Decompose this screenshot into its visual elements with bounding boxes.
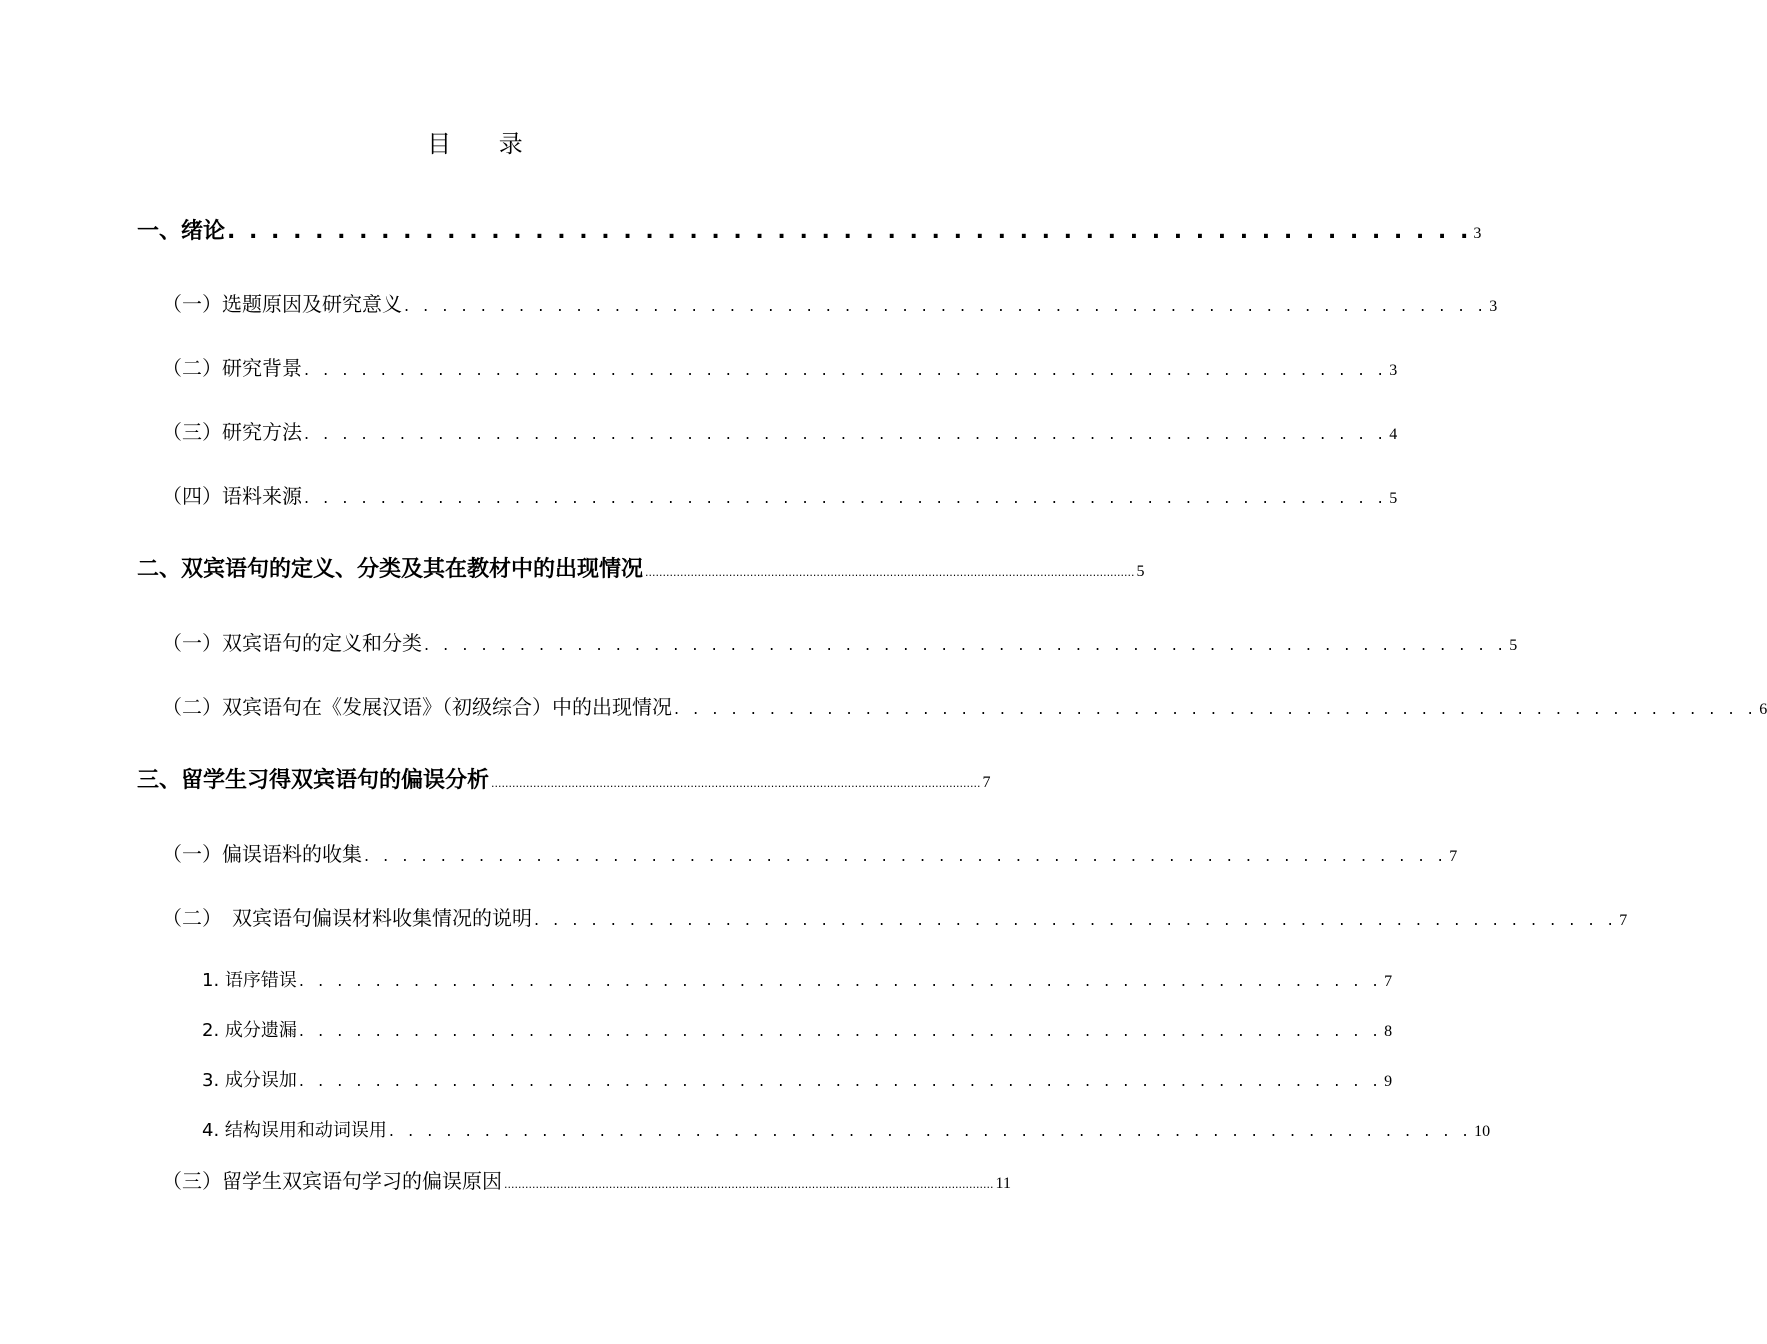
dot-leader: . . . . . . . . . . . . . . . . . . . . . . . . . . . . . . . . . . . . . . . . . . . . . . . . . . . . . . . . . — [404, 296, 1488, 315]
toc-entry[interactable] — [137, 552, 1145, 583]
toc-entry[interactable] — [162, 627, 1518, 656]
toc-entry-label: 一、绪论 — [137, 219, 226, 244]
toc-entry-label: （一）双宾语句的定义和分类 — [162, 631, 422, 655]
dot-leader: . . . . . . . . . . . . . . . . . . . . . . . . . . . . . . . . . . . . . . . . . . . . . . . . . . . . . . . . . — [298, 971, 1383, 990]
dot-leader: . . . . . . . . . . . . . . . . . . . . . . . . . . . . . . . . . . . . . . . . . . . . . . . . . . . . . . . . . — [388, 1121, 1473, 1140]
toc-entry-label: 二、双宾语句的定义、分类及其在教材中的出现情况 — [137, 557, 644, 582]
toc-entry[interactable] — [162, 838, 1458, 867]
toc-entry-label: 三、留学生习得双宾语句的偏误分析 — [137, 768, 490, 793]
toc-page-number: 3 — [1473, 225, 1482, 242]
toc-page-number: 11 — [995, 1175, 1011, 1192]
toc-entry[interactable] — [162, 352, 1398, 381]
toc-page-number: 5 — [1389, 490, 1398, 507]
dot-leader: . . . . . . . . . . . . . . . . . . . . . . . . . . . . . . . . . . . . . . . . . . . . . . . . . . . . . . . . . — [298, 1021, 1383, 1040]
toc-entry-label: （一）选题原因及研究意义 — [162, 292, 402, 316]
toc-entry[interactable] — [137, 763, 991, 794]
toc-entry[interactable] — [162, 288, 1498, 317]
toc-entry-label: （二）研究背景 — [162, 356, 302, 380]
toc-entry-label: （一）偏误语料的收集 — [162, 842, 362, 866]
dot-leader: . . . . . . . . . . . . . . . . . . . . . . . . . . . . . . . . . . . . . . . . . . . . . . . . . . . . . . . . . — [424, 635, 1508, 654]
dot-leader: . . . . . . . . . . . . . . . . . . . . . . . . . . . . . . . . . . . . . . . . . . . . . . . . . . . . . . . . . — [534, 910, 1618, 929]
toc-entry[interactable] — [162, 902, 1628, 931]
toc-entry-label: 3. 成分误加 — [202, 1070, 297, 1091]
dot-leader: . . . . . . . . . . . . . . . . . . . . . . . . . . . . . . . . . . . . . . . . . . . . . . . . . . . . . . . . . — [304, 488, 1388, 507]
toc-entry[interactable] — [162, 480, 1398, 509]
dot-leader: ............................................................................................................................................ — [504, 1178, 994, 1191]
toc-entry[interactable] — [162, 691, 1767, 720]
toc-entry[interactable] — [202, 1116, 1491, 1142]
dot-leader: . . . . . . . . . . . . . . . . . . . . . . . . . . . . . . . . . . . . . . . . . . . . . . . . . . . . . . . . . — [298, 1071, 1383, 1090]
toc-page-number: 5 — [1509, 637, 1518, 654]
toc-page-number: 6 — [1759, 701, 1767, 718]
toc-entry-label: 2. 成分遗漏 — [202, 1020, 297, 1041]
dot-leader: . . . . . . . . . . . . . . . . . . . . . . . . . . . . . . . . . . . . . . . . . . . . . . . . . . . . . . . . . — [674, 699, 1758, 718]
toc-entry-label: 1. 语序错误 — [202, 970, 297, 991]
toc-page-number: 10 — [1474, 1123, 1491, 1140]
toc-entry[interactable] — [137, 214, 1482, 245]
toc-page-number: 3 — [1489, 298, 1498, 315]
toc-page-number: 7 — [1449, 848, 1458, 865]
toc-page-number: 4 — [1389, 426, 1398, 443]
toc-page-number: 7 — [982, 774, 991, 791]
toc-entry[interactable] — [202, 966, 1393, 992]
dot-leader: ............................................................................................................................................ — [645, 566, 1135, 579]
toc-page-number: 5 — [1136, 563, 1145, 580]
toc-entry-label: （二） 双宾语句偏误材料收集情况的说明 — [162, 906, 532, 930]
toc-entry-label: 4. 结构误用和动词误用 — [202, 1120, 387, 1141]
dot-leader: . . . . . . . . . . . . . . . . . . . . . . . . . . . . . . . . . . . . . . . . . . . . . . . . . . . . . . . . . — [227, 219, 1472, 244]
toc-entry-label: （二）双宾语句在《发展汉语》（初级综合）中的出现情况 — [162, 695, 672, 719]
dot-leader: ............................................................................................................................................ — [491, 777, 981, 790]
dot-leader: . . . . . . . . . . . . . . . . . . . . . . . . . . . . . . . . . . . . . . . . . . . . . . . . . . . . . . . . . — [364, 846, 1448, 865]
toc-entry[interactable] — [202, 1016, 1393, 1042]
toc-page-number: 9 — [1384, 1073, 1393, 1090]
toc-title: 目 录 — [427, 130, 543, 158]
toc-entry-label: （三）研究方法 — [162, 420, 302, 444]
dot-leader: . . . . . . . . . . . . . . . . . . . . . . . . . . . . . . . . . . . . . . . . . . . . . . . . . . . . . . . . . — [304, 424, 1388, 443]
dot-leader: . . . . . . . . . . . . . . . . . . . . . . . . . . . . . . . . . . . . . . . . . . . . . . . . . . . . . . . . . — [304, 360, 1388, 379]
toc-entry[interactable] — [162, 416, 1398, 445]
toc-page-number: 8 — [1384, 1023, 1393, 1040]
toc-page-number: 7 — [1619, 912, 1628, 929]
toc-entry[interactable] — [162, 1165, 1011, 1194]
toc-page-number: 7 — [1384, 973, 1393, 990]
toc-entry[interactable] — [202, 1066, 1393, 1092]
toc-page-number: 3 — [1389, 362, 1398, 379]
toc-entry-label: （四）语料来源 — [162, 484, 302, 508]
toc-entry-label: （三）留学生双宾语句学习的偏误原因 — [162, 1169, 502, 1193]
